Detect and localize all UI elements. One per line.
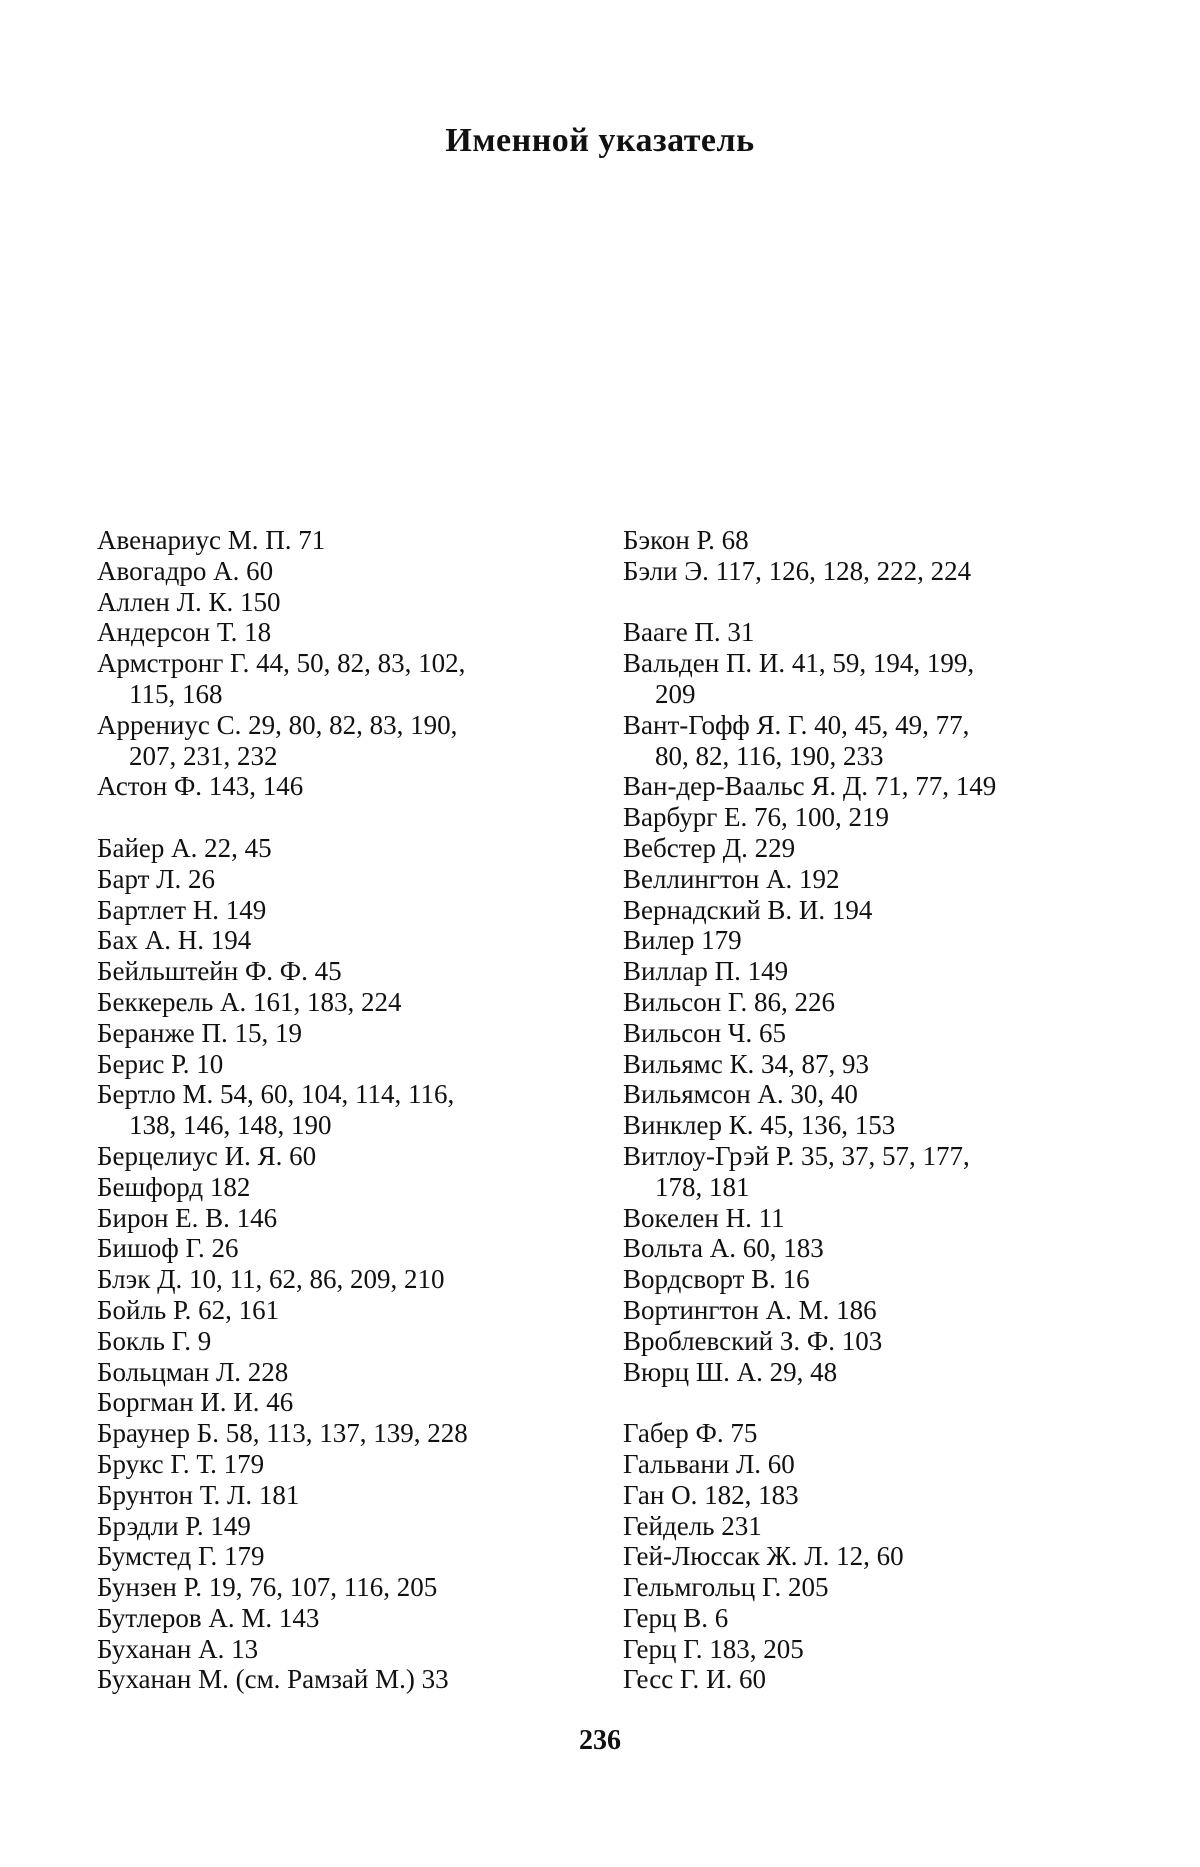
index-entry [97, 1541, 587, 1572]
index-entry-continuation: 178, 181 [655, 1171, 750, 1202]
index-entry-text: Бейльштейн Ф. Ф. 45 [97, 956, 342, 987]
index-entry-text: Вюрц Ш. А. 29, 48 [623, 1356, 838, 1387]
index-entry-text: Гальвани Л. 60 [623, 1448, 795, 1479]
page-title: Именной указатель [445, 122, 755, 159]
index-entry [623, 556, 1113, 587]
index-entry [623, 1449, 1113, 1480]
index-entry [97, 1018, 587, 1049]
index-entry-text: Герц В. 6 [623, 1602, 729, 1633]
index-entry [97, 864, 587, 895]
index-entry-text: Гейдель 231 [623, 1510, 762, 1541]
index-entry-text: Витлоу-Грэй Р. 35, 37, 57, 177, [623, 1140, 970, 1171]
index-entry-text: Вильямсон А. 30, 40 [623, 1079, 858, 1110]
index-entry [623, 1418, 1113, 1449]
index-entry [97, 1049, 587, 1080]
index-entry-text: Берцелиус И. Я. 60 [97, 1140, 317, 1171]
index-entry-text: Веллингтон А. 192 [623, 863, 840, 894]
index-entry-text: Брукс Г. Т. 179 [97, 1448, 265, 1479]
index-entry [97, 1634, 587, 1665]
index-entry [623, 1018, 1113, 1049]
index-entry-text: Андерсон Т. 18 [97, 617, 272, 648]
index-entry [623, 1233, 1113, 1264]
letter-group-gap [97, 802, 587, 833]
index-entry-text: Брунтон Т. Л. 181 [97, 1479, 300, 1510]
index-entry-text: Больцман Л. 228 [97, 1356, 289, 1387]
index-entry [97, 1603, 587, 1634]
index-column-right [623, 525, 1113, 1695]
index-entry-text: Бокль Г. 9 [97, 1325, 212, 1356]
index-entry-text: Беранже П. 15, 19 [97, 1017, 302, 1048]
index-entry-text: Бешфорд 182 [97, 1171, 251, 1202]
index-entry [97, 1079, 587, 1141]
index-entry [97, 1418, 587, 1449]
index-entry [623, 1511, 1113, 1542]
index-entry [623, 771, 1113, 802]
index-entry [623, 617, 1113, 648]
index-entry-text: Вильямс К. 34, 87, 93 [623, 1048, 869, 1079]
index-entry [623, 956, 1113, 987]
index-entry [623, 1480, 1113, 1511]
index-entry [97, 1387, 587, 1418]
index-entry [623, 802, 1113, 833]
index-entry-text: Вант-Гофф Я. Г. 40, 45, 49, 77, [623, 709, 970, 740]
index-entry-continuation: 80, 82, 116, 190, 233 [655, 740, 884, 771]
index-entry-text: Вроблевский З. Ф. 103 [623, 1325, 883, 1356]
index-entry [623, 833, 1113, 864]
index-entry [97, 648, 587, 710]
index-entry [97, 1572, 587, 1603]
index-entry [623, 1326, 1113, 1357]
index-entry-text: Астон Ф. 143, 146 [97, 771, 304, 802]
index-entry [97, 1172, 587, 1203]
index-entry [623, 1079, 1113, 1110]
index-entry-text: Вокелен Н. 11 [623, 1202, 785, 1233]
index-entry-text: Бишоф Г. 26 [97, 1233, 239, 1264]
index-entry [97, 1357, 587, 1388]
index-entry [97, 556, 587, 587]
index-entry-text: Бирон Е. В. 146 [97, 1202, 278, 1233]
index-entry [97, 1449, 587, 1480]
index-entry-continuation: 115, 168 [129, 678, 223, 709]
index-entry [623, 1049, 1113, 1080]
index-entry-text: Бунзен Р. 19, 76, 107, 116, 205 [97, 1572, 438, 1603]
index-entry-text: Виллар П. 149 [623, 956, 789, 987]
index-entry [623, 1141, 1113, 1203]
index-entry-text: Бутлеров А. М. 143 [97, 1602, 320, 1633]
index-entry-text: Браунер Б. 58, 113, 137, 139, 228 [97, 1418, 468, 1449]
index-entry-text: Вортингтон А. М. 186 [623, 1294, 877, 1325]
index-entry [97, 1295, 587, 1326]
index-entry [623, 1664, 1113, 1695]
index-entry-text: Бартлет Н. 149 [97, 894, 267, 925]
index-entry-text: Вильсон Ч. 65 [623, 1017, 786, 1048]
index-entry-text: Буханан М. (см. Рамзай М.) 33 [97, 1664, 449, 1695]
index-entry [623, 1295, 1113, 1326]
index-entry-text: Беккерель А. 161, 183, 224 [97, 986, 402, 1017]
index-entry-text: Брэдли Р. 149 [97, 1510, 251, 1541]
index-entry-text: Гельмгольц Г. 205 [623, 1572, 829, 1603]
letter-group-gap [623, 1387, 1113, 1418]
index-entry-text: Вааге П. 31 [623, 617, 755, 648]
index-entry-text: Гей-Люссак Ж. Л. 12, 60 [623, 1541, 904, 1572]
index-entry-text: Вильсон Г. 86, 226 [623, 986, 835, 1017]
index-entry [623, 1572, 1113, 1603]
index-entry [97, 617, 587, 648]
index-entry [623, 987, 1113, 1018]
index-entry [97, 525, 587, 556]
index-entry-continuation: 138, 146, 148, 190 [129, 1110, 332, 1141]
index-entry-text: Буханан А. 13 [97, 1633, 259, 1664]
index-entry [623, 1634, 1113, 1665]
index-entry-text: Винклер К. 45, 136, 153 [623, 1110, 896, 1141]
index-entry-text: Бэли Э. 117, 126, 128, 222, 224 [623, 555, 972, 586]
index-entry-text: Аррениус С. 29, 80, 82, 83, 190, [97, 709, 458, 740]
index-entry [97, 1203, 587, 1234]
index-entry-text: Аллен Л. К. 150 [97, 586, 281, 617]
index-entry-text: Габер Ф. 75 [623, 1418, 758, 1449]
letter-group-gap [623, 587, 1113, 618]
index-entry [623, 1264, 1113, 1295]
index-entry [97, 987, 587, 1018]
page-number: 236 [579, 1725, 621, 1756]
index-entry [623, 1357, 1113, 1388]
index-entry [97, 1480, 587, 1511]
index-column-left [97, 525, 587, 1695]
index-entry-text: Авогадро А. 60 [97, 555, 274, 586]
index-entry-text: Блэк Д. 10, 11, 62, 86, 209, 210 [97, 1264, 445, 1295]
index-entry [623, 1110, 1113, 1141]
index-entry [623, 1541, 1113, 1572]
index-entry-text: Ган О. 182, 183 [623, 1479, 799, 1510]
index-entry [97, 925, 587, 956]
index-entry-text: Берис Р. 10 [97, 1048, 224, 1079]
index-entry-text: Бертло М. 54, 60, 104, 114, 116, [97, 1079, 455, 1110]
index-entry-text: Вольта А. 60, 183 [623, 1233, 824, 1264]
index-entry [97, 1511, 587, 1542]
index-entry [623, 525, 1113, 556]
index-entry-text: Боргман И. И. 46 [97, 1387, 294, 1418]
index-entry-text: Вебстер Д. 229 [623, 832, 796, 863]
index-entry [623, 864, 1113, 895]
index-entry-text: Вилер 179 [623, 925, 742, 956]
index-entry [97, 895, 587, 926]
index-entry-continuation: 209 [655, 678, 696, 709]
index-entry-text: Гесс Г. И. 60 [623, 1664, 766, 1695]
index-entry-text: Барт Л. 26 [97, 863, 215, 894]
index-entry-text: Вордсворт В. 16 [623, 1264, 810, 1295]
index-entry [97, 587, 587, 618]
index-entry-text: Варбург Е. 76, 100, 219 [623, 802, 890, 833]
index-entry [97, 1664, 587, 1695]
index-entry-text: Бойль Р. 62, 161 [97, 1294, 280, 1325]
index-entry-text: Бах А. Н. 194 [97, 925, 252, 956]
index-entry [623, 895, 1113, 926]
index-entry-text: Вальден П. И. 41, 59, 194, 199, [623, 648, 975, 679]
index-entry-text: Армстронг Г. 44, 50, 82, 83, 102, [97, 648, 466, 679]
index-entry [623, 710, 1113, 772]
index-entry [97, 833, 587, 864]
index-entry-text: Байер А. 22, 45 [97, 832, 272, 863]
index-entry-text: Герц Г. 183, 205 [623, 1633, 804, 1664]
index-entry [97, 1326, 587, 1357]
index-entry [623, 1603, 1113, 1634]
index-entry [97, 771, 587, 802]
index-entry [97, 956, 587, 987]
index-entry [97, 1264, 587, 1295]
index-entry-text: Бэкон Р. 68 [623, 525, 749, 555]
index-entry [623, 1203, 1113, 1234]
index-entry-text: Бумстед Г. 179 [97, 1541, 265, 1572]
index-entry [623, 648, 1113, 710]
index-entry-text: Вернадский В. И. 194 [623, 894, 873, 925]
index-entry-continuation: 207, 231, 232 [129, 740, 278, 771]
index-entry [623, 925, 1113, 956]
index-entry [97, 1233, 587, 1264]
index-entry [97, 710, 587, 772]
index-entry-text: Авенариус М. П. 71 [97, 525, 326, 555]
index-entry-text: Ван-дер-Ваальс Я. Д. 71, 77, 149 [623, 771, 997, 802]
index-entry [97, 1141, 587, 1172]
